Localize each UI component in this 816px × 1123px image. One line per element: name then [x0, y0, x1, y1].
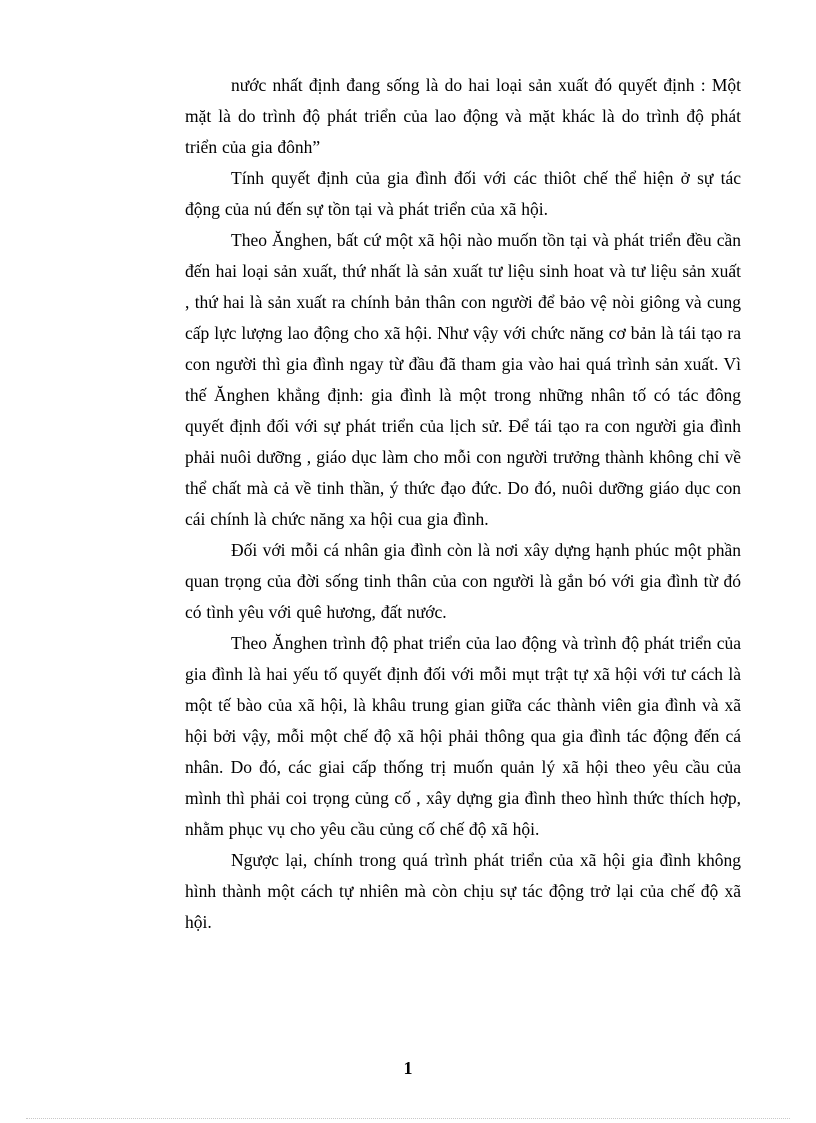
page-body — [185, 70, 741, 938]
paragraph-family-determinism: Tính quyết định của gia đình đối với các thiôt chế thể hiện ở sự tác động của nú đến sự tồn tại và phát triển của xã hội. — [185, 168, 741, 219]
page-number: 1 — [403, 1058, 413, 1078]
paragraph-continuation: nước nhất định đang sống là do hai loại sản xuất đó quyết định : Một mặt là do trình độ phát triển của lao động và mặt khác là do trình độ phát triển của gia đônh” — [185, 75, 741, 157]
paragraph-engels-social-order: Theo Ănghen trình độ phat triển của lao động và trình độ phát triển của gia đình là hai yếu tố quyết định đối với mỗi mụt trật tự xã hội với tư cách là một tế bào của xã hội, là khâu trung gian giữa các thành viên gia đình và xã hội bởi vậy, mỗi một chế độ xã hội phải thông qua gia đình tác động đến cá nhân. Do đó, các giai cấp thống trị muốn quản lý xã hội theo yêu cầu của mình thì phải coi trọng củng cố , xây dựng gia đình theo hình thức thích hợp, nhằm phục vụ cho yêu cầu củng cố chế độ xã hội. — [185, 633, 741, 839]
paragraph-reverse-influence: Ngược lại, chính trong quá trình phát triển của xã hội gia đình không hình thành một cách tự nhiên mà còn chịu sự tác động trở lại của chế độ xã hội. — [185, 850, 741, 932]
page-bottom-divider — [26, 1118, 790, 1119]
paragraph-individual-happiness: Đối với mỗi cá nhân gia đình còn là nơi xây dựng hạnh phúc một phần quan trọng của đời sống tinh thân của con người là gắn bó với gia đình từ đó có tình yêu với quê hương, đất nước. — [185, 540, 741, 622]
paragraph-engels-two-productions: Theo Ănghen, bất cứ một xã hội nào muốn tồn tại và phát triển đều cần đến hai loại sản xuất, thứ nhất là sản xuất tư liệu sinh hoat và tư liệu sản xuất , thứ hai là sản xuất ra chính bản thân con người để bảo vệ nòi giông và cung cấp lực lượng lao động cho xã hội. Như vậy với chức năng cơ bản là tái tạo ra con người thì gia đình ngay từ đầu đã tham gia vào hai quá trình sản xuất. Vì thế Ănghen khẳng định: gia đình là một trong những nhân tố có tác đông quyết định đối với sự phát triển của lịch sử. Để tái tạo ra con người gia đình phải nuôi dưỡng , giáo dục làm cho mỗi con người trưởng thành không chỉ về thể chất mà cả về tinh thần, ý thức đạo đức. Do đó, nuôi dưỡng giáo dục con cái chính là chức năng xa hội cua gia đình. — [185, 230, 741, 529]
